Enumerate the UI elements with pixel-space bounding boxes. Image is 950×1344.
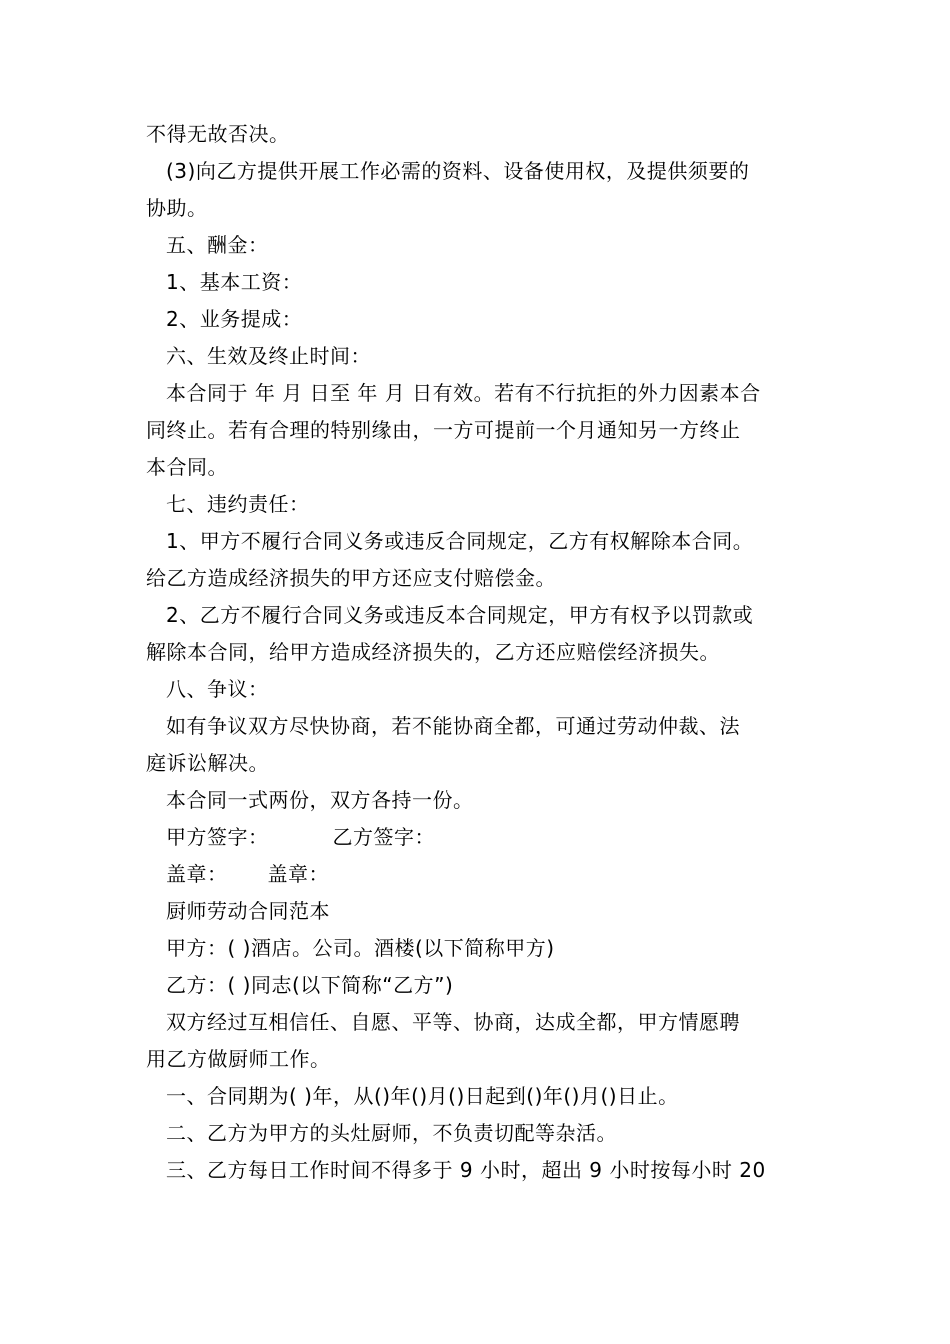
text-line: 三、乙方每日工作时间不得多于 9 小时，超出 9 小时按每小时 20 bbox=[166, 1158, 766, 1182]
seal-row bbox=[146, 856, 810, 893]
text-line: 二、乙方为甲方的头灶厨师，不负责切配等杂活。 bbox=[166, 1121, 617, 1145]
seal-party-a-label: 盖章： bbox=[166, 862, 228, 886]
text-line: 乙方：( )同志(以下简称“乙方”) bbox=[166, 973, 454, 997]
text-line: 2、乙方不履行合同义务或违反本合同规定，甲方有权予以罚款或 bbox=[166, 603, 754, 627]
text-line: 协助。 bbox=[146, 196, 208, 220]
text-line: 用乙方做厨师工作。 bbox=[146, 1047, 331, 1071]
text-line: 庭诉讼解决。 bbox=[146, 751, 269, 775]
text-line: 甲方：( )酒店。公司。酒楼(以下简称甲方) bbox=[166, 936, 555, 960]
text-line: 2、业务提成： bbox=[166, 307, 303, 331]
text-line: 1、甲方不履行合同义务或违反合同规定，乙方有权解除本合同。 bbox=[166, 529, 754, 553]
signature-party-b-label: 乙方签字： bbox=[332, 825, 435, 849]
text-line: 本合同一式两份，双方各持一份。 bbox=[166, 788, 474, 812]
text-line: 同终止。若有合理的特别缘由，一方可提前一个月通知另一方终止 bbox=[146, 418, 741, 442]
signature-party-a-label: 甲方签字： bbox=[166, 825, 269, 849]
text-line: 1、基本工资： bbox=[166, 270, 303, 294]
text-line: 本合同。 bbox=[146, 455, 228, 479]
text-line: 如有争议双方尽快协商，若不能协商全都，可通过劳动仲裁、法 bbox=[166, 714, 740, 738]
section-heading-remuneration: 五、酬金： bbox=[166, 233, 269, 257]
text-line: 本合同于 年 月 日至 年 月 日有效。若有不行抗拒的外力因素本合 bbox=[166, 381, 761, 405]
contract-title: 厨师劳动合同范本 bbox=[166, 899, 330, 923]
signature-row bbox=[146, 819, 810, 856]
text-line: 双方经过互相信任、自愿、平等、协商，达成全都，甲方情愿聘 bbox=[166, 1010, 740, 1034]
text-line: (3)向乙方提供开展工作必需的资料、设备使用权，及提供须要的 bbox=[166, 159, 750, 183]
document-body bbox=[146, 116, 810, 1189]
seal-party-b-label: 盖章： bbox=[267, 862, 329, 886]
section-heading-dispute: 八、争议： bbox=[166, 677, 269, 701]
section-heading-effective-period: 六、生效及终止时间： bbox=[166, 344, 371, 368]
text-line: 解除本合同，给甲方造成经济损失的，乙方还应赔偿经济损失。 bbox=[146, 640, 720, 664]
text-line: 给乙方造成经济损失的甲方还应支付赔偿金。 bbox=[146, 566, 556, 590]
text-line: 一、合同期为( )年，从()年()月()日起到()年()月()日止。 bbox=[166, 1084, 679, 1108]
text-line: 不得无故否决。 bbox=[146, 122, 290, 146]
section-heading-breach: 七、违约责任： bbox=[166, 492, 310, 516]
